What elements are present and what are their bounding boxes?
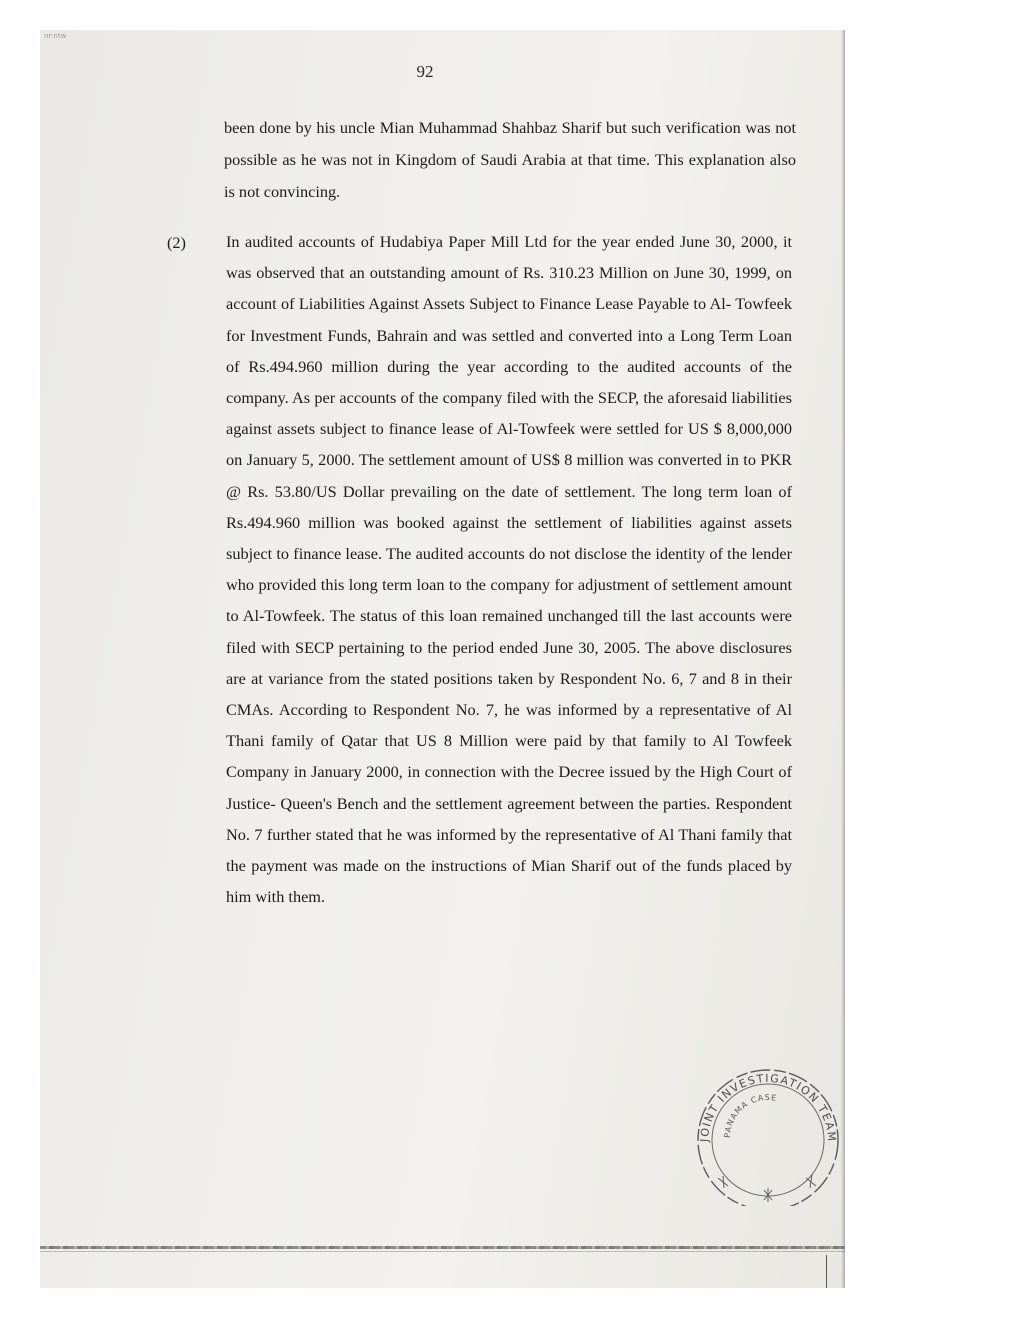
corner-mark: nr-ntw bbox=[44, 32, 67, 40]
document-page bbox=[40, 30, 845, 1288]
svg-text:JOINT INVESTIGATION TEAM bbox=[698, 1072, 838, 1143]
paragraph-continued: been done by his uncle Mian Muhammad Shahbaz Sharif but such verification was not possible as he was not in Kingdom of Saudi Arabia at that time. This explanation also is not convincing. bbox=[224, 118, 796, 201]
bottom-rule bbox=[40, 1246, 845, 1249]
paragraph-2: In audited accounts of Hudabiya Paper Mill Ltd for the year ended June 30, 2000, it was observed that an outstanding amount of Rs. 310.23 Million on June 30, 1999, on account of Liabilities Against Assets Subject to Finance Lease Payable to Al- Towfeek for Investment Funds, Bahrain and was settled and converted into a Long Term Loan of Rs.494.960 million during the year according to the audited accounts of the company. As per accounts of the company filed with the SECP, the aforesaid liabilities against assets subject to finance lease of Al-Towfeek were settled for US $ 8,000,000 on January 5, 2000. The settlement amount of US$ 8 million was converted in to PKR @ Rs. 53.80/US Dollar prevailing on the date of settlement. The long term loan of Rs.494.960 million was booked against the settlement of liabilities against assets subject to finance lease. The audited accounts do not disclose the identity of the lender who provided this long term loan to the company for adjustment of settlement amount to Al-Towfeek. The status of this loan remained unchanged till the last accounts were filed with SECP pertaining to the period ended June 30, 2005. The above disclosures are at variance from the stated positions taken by Respondent No. 6, 7 and 8 in their CMAs. According to Respondent No. 7, he was informed by a representative of Al Thani family of Qatar that US 8 Million were paid by that family to Al Towfeek Company in January 2000, in connection with the Decree issued by the High Court of Justice- Queen's Bench and the settlement agreement between the parties. Respondent No. 7 further stated that he was informed by the representative of Al Thani family that the payment was made on the instructions of Mian Sharif out of the funds placed by him with them. bbox=[226, 232, 792, 907]
right-edge-line bbox=[826, 1255, 827, 1288]
bottom-rule-thin bbox=[40, 1251, 845, 1252]
paragraph-label: (2) bbox=[167, 233, 186, 252]
page-number: 92 bbox=[416, 62, 434, 81]
stamp-inner-text: PANAMA CASE bbox=[722, 1092, 778, 1139]
stamp-outer-text: JOINT INVESTIGATION TEAM bbox=[697, 1071, 839, 1144]
jit-stamp-icon bbox=[688, 1050, 844, 1206]
svg-text:PANAMA CASE bbox=[723, 1093, 778, 1138]
page-edge-shadow bbox=[841, 30, 845, 1288]
